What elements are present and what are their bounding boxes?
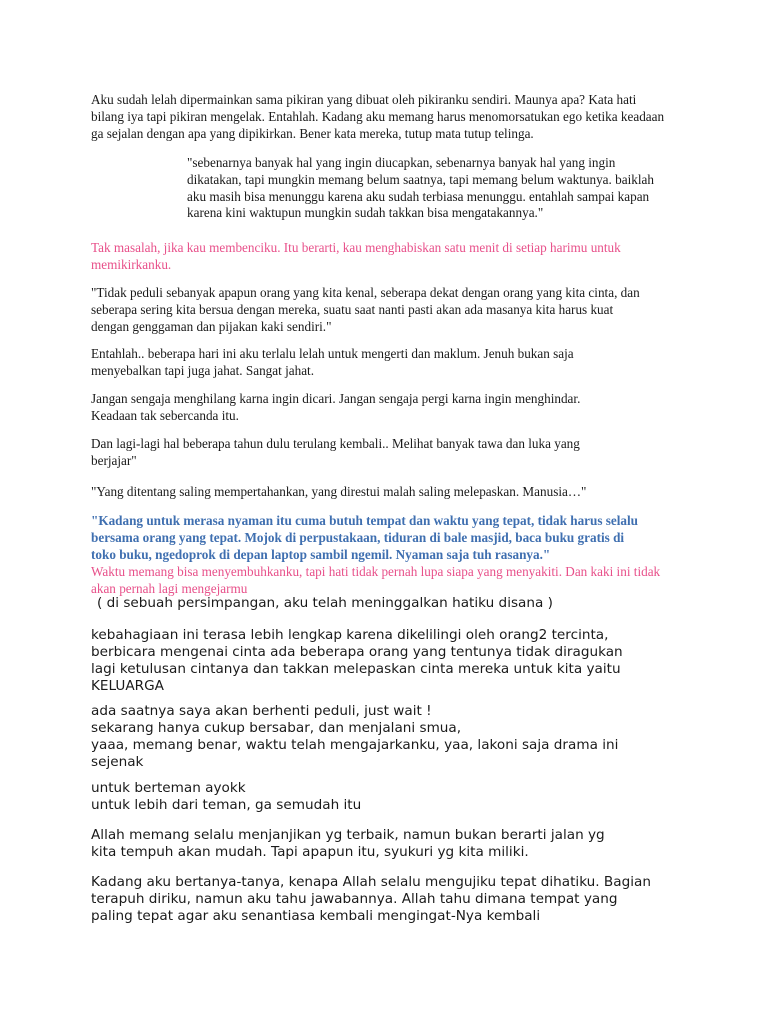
line-waktu: yaaa, memang benar, waktu telah mengajarkanku, yaa, lakoni saja drama ini sejenak xyxy=(91,737,619,770)
quote-tidak-peduli: "Tidak peduli sebanyak apapun orang yang kita kenal, seberapa dekat dengan orang yang kita cinta, dan seberapa sering kita bersua dengan mereka, suatu saat nanti pasti akan ada masanya kita harus kuat dengan genggaman dan pijakan kaki sendiri." xyxy=(91,285,640,334)
line-berhenti-peduli: ada saatnya saya akan berhenti peduli, just wait ! xyxy=(91,703,432,719)
quote-nyaman: "Kadang untuk merasa nyaman itu cuma butuh tempat dan waktu yang tepat, tidak harus selalu bersama orang yang tepat. Mojok di perpustakaan, tiduran di bale masjid, baca buku gratis di toko buku, ngedoprok di depan laptop sambil ngemil. Nyaman saja tuh rasanya." xyxy=(91,513,639,562)
quote-manusia: "Yang ditentang saling mempertahankan, yang direstui malah saling melepaskan. Manusia…" xyxy=(91,484,587,499)
paragraph-allah-janji: Allah memang selalu menjanjikan yg terbaik, namun bukan berarti jalan yg kita tempuh akan mudah. Tapi apapun itu, syukuri yg kita miliki. xyxy=(91,827,605,860)
line-bersabar: sekarang hanya cukup bersabar, dan menjalani smua, xyxy=(91,720,462,736)
paragraph-lagi-lagi: Dan lagi-lagi hal beberapa tahun dulu terulang kembali.. Melihat banyak tawa dan luka yang berjajar" xyxy=(91,436,580,468)
line-lebih-dari-teman: untuk lebih dari teman, ga semudah itu xyxy=(91,797,362,813)
paragraph-jangan: Jangan sengaja menghilang karna ingin dicari. Jangan sengaja pergi karna ingin menghindar. Keadaan tak sebercanda itu. xyxy=(91,391,581,423)
paragraph-allah-ujian: Kadang aku bertanya-tanya, kenapa Allah selalu mengujiku tepat dihatiku. Bagian terapuh diriku, namun aku tahu jawabannya. Allah tahu dimana tempat yang paling tepat agar aku senantiasa kembali mengingat-Nya kembali xyxy=(91,874,651,924)
paragraph-entahlah: Entahlah.. beberapa hari ini aku terlalu lelah untuk mengerti dan maklum. Jenuh bukan saja menyebalkan tapi juga jahat. Sangat jahat. xyxy=(91,346,574,378)
paragraph-pink-2: Waktu memang bisa menyembuhkanku, tapi hati tidak pernah lupa siapa yang menyakiti. Dan kaki ini tidak akan pernah lagi mengejarmu xyxy=(91,564,661,596)
paragraph-group-peduli xyxy=(91,703,671,771)
quote-waiting: "sebenarnya banyak hal yang ingin diucapkan, sebenarnya banyak hal yang ingin dikatakan, tapi mungkin memang belum saatnya, tapi memang belum waktunya. baiklah aku masih bisa menunggu karena aku sudah terbiasa menunggu. entahlah sampai kapan karena kini waktupun mungkin sudah takkan bisa mengatakannya." xyxy=(187,155,654,221)
paragraph-keluarga: kebahagiaan ini terasa lebih lengkap karena dikelilingi oleh orang2 tercinta, berbicara mengenai cinta ada beberapa orang yang tentunya tidak diragukan lagi ketulusan cintanya dan takkan melepaskan cinta mereka untuk kita yaitu KELUARGA xyxy=(91,627,623,694)
paragraph-persimpangan: ( di sebuah persimpangan, aku telah meninggalkan hatiku disana ) xyxy=(97,595,553,611)
paragraph-intro: Aku sudah lelah dipermainkan sama pikiran yang dibuat oleh pikiranku sendiri. Maunya apa? Kata hati bilang iya tapi pikiran mengelak. Entahlah. Kadang aku memang harus menomorsatukan ego ketika keadaan ga sejalan dengan apa yang dipikirkan. Bener kata mereka, tutup mata tutup telinga. xyxy=(91,92,665,141)
line-berteman: untuk berteman ayokk xyxy=(91,780,246,796)
paragraph-pink-1: Tak masalah, jika kau membenciku. Itu berarti, kau menghabiskan satu menit di setiap harimu untuk memikirkanku. xyxy=(91,240,621,272)
paragraph-group-teman xyxy=(91,780,671,814)
